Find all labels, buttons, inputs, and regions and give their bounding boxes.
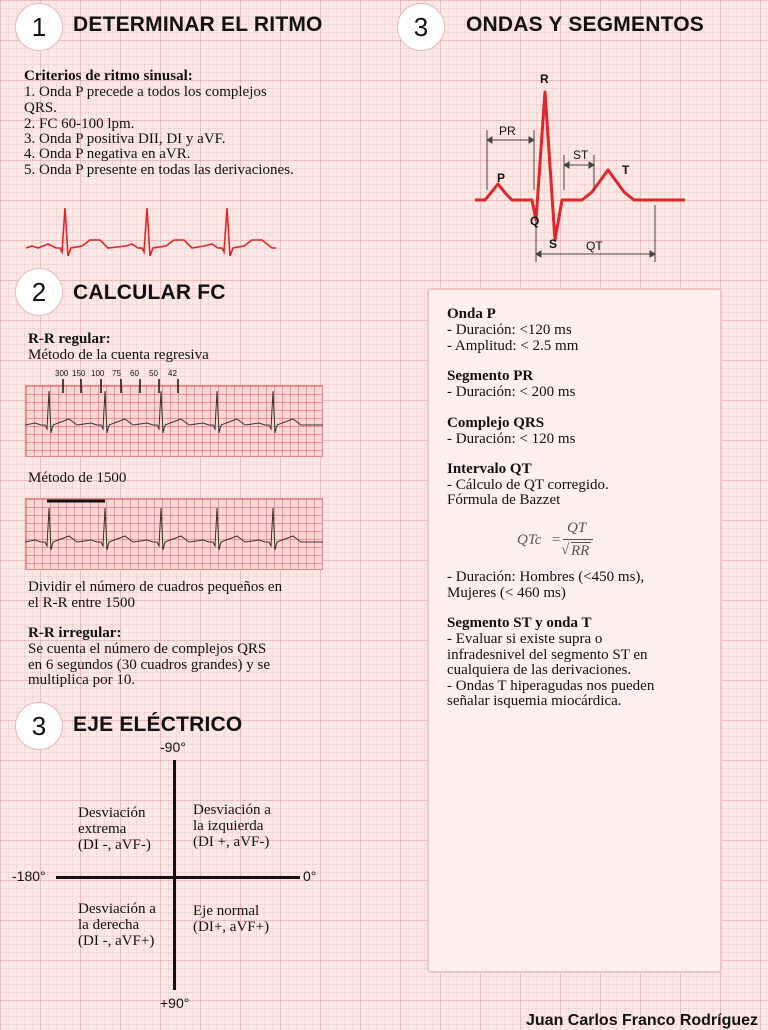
tick-label: 50 — [149, 369, 158, 378]
irregular-text: Se cuenta el número de complejos QRS — [28, 641, 267, 657]
formula-denominator: RR — [571, 543, 590, 559]
card-title-qt: Intervalo QT — [447, 461, 532, 477]
tick-label: 300 — [55, 369, 69, 378]
section-title-ritmo: DETERMINAR EL RITMO — [73, 13, 323, 36]
section-number: 1 — [15, 3, 63, 51]
wave-label-p: P — [497, 171, 506, 185]
irregular-text: en 6 segundos (30 cuadros grandes) y se — [28, 657, 271, 673]
card-line: Mujeres (< 460 ms) — [447, 585, 566, 601]
ecg-trace-1500 — [25, 496, 323, 570]
card-title-pr: Segmento PR — [447, 368, 534, 384]
card-line: - Duración: < 120 ms — [447, 431, 576, 447]
criteria-item: 1. Onda P precede a todos los complejos — [24, 84, 267, 100]
tick-label: 60 — [130, 369, 139, 378]
quadrant-text: extrema — [78, 821, 127, 837]
bazett-formula: QTc = QT √ RR — [517, 520, 637, 560]
wave-label-q: Q — [530, 214, 540, 228]
rr-irregular-label: R-R irregular: — [28, 625, 122, 641]
criteria-item: 4. Onda P negativa en aVR. — [24, 146, 191, 162]
irregular-text: multiplica por 10. — [28, 672, 136, 688]
tick-label: 100 — [91, 369, 105, 378]
criteria-title: Criterios de ritmo sinusal: — [24, 68, 193, 84]
axis-label-top: -90° — [160, 739, 186, 755]
card-line: señalar isquemia miocárdica. — [447, 693, 622, 709]
tick-label: 75 — [112, 369, 121, 378]
section-title-ondas: ONDAS Y SEGMENTOS — [466, 13, 704, 36]
method-1500-label: Método de 1500 — [28, 470, 127, 486]
criteria-item: 3. Onda P positiva DII, DI y aVF. — [24, 131, 226, 147]
tick-label: 42 — [168, 369, 177, 378]
rr-regular-label: R-R regular: — [28, 331, 111, 347]
author-signature: Juan Carlos Franco Rodríguez — [526, 1012, 759, 1029]
axis-label-left: -180° — [12, 868, 46, 884]
quadrant-text: (DI -, aVF-) — [78, 837, 151, 853]
interval-label-pr: PR — [499, 124, 516, 138]
card-line: infradesnivel del segmento ST en — [447, 647, 648, 663]
quadrant-text: la derecha — [78, 917, 140, 933]
formula-lhs: QTc — [517, 532, 542, 548]
interval-label-st: ST — [573, 148, 589, 162]
quadrant-text: (DI +, aVF-) — [193, 834, 270, 850]
reference-card — [427, 288, 722, 973]
criteria-item: QRS. — [24, 100, 57, 116]
card-line: - Ondas T hiperagudas nos pueden — [447, 678, 655, 694]
card-title-st: Segmento ST y onda T — [447, 615, 592, 631]
axis-label-right: 0° — [303, 868, 317, 884]
wave-label-r: R — [540, 72, 549, 86]
quadrant-text: Eje normal — [193, 903, 260, 919]
divide-text: el R-R entre 1500 — [28, 595, 136, 611]
card-line: - Duración: <120 ms — [447, 322, 572, 338]
criteria-item: 2. FC 60-100 lpm. — [24, 116, 135, 132]
section-title-eje: EJE ELÉCTRICO — [73, 713, 243, 736]
card-line: - Cálculo de QT corregido. — [447, 477, 609, 493]
section-number: 2 — [15, 268, 63, 316]
card-line: Fórmula de Bazzet — [447, 492, 561, 508]
criteria-item: 5. Onda P presente en todas las derivaciones. — [24, 162, 294, 178]
wave-label-s: S — [549, 237, 558, 251]
card-line: cualquiera de las derivaciones. — [447, 662, 632, 678]
axis-horizontal — [56, 876, 300, 879]
quadrant-text: Desviación a — [193, 802, 271, 818]
axis-vertical — [173, 760, 176, 990]
card-line: - Amplitud: < 2.5 mm — [447, 338, 579, 354]
axis-label-bottom: +90° — [160, 995, 190, 1011]
wave-label-t: T — [622, 163, 630, 177]
quadrant-text: Desviación — [78, 805, 146, 821]
interval-label-qt: QT — [586, 239, 603, 253]
quadrant-text: la izquierda — [193, 818, 264, 834]
card-title-qrs: Complejo QRS — [447, 415, 545, 431]
section-number: 3 — [397, 3, 445, 51]
quadrant-text: (DI -, aVF+) — [78, 933, 155, 949]
method-count-label: Método de la cuenta regresiva — [28, 347, 209, 363]
card-title-p: Onda P — [447, 306, 496, 322]
card-line: - Evaluar si existe supra o — [447, 631, 603, 647]
tick-label: 150 — [72, 369, 86, 378]
quadrant-text: Desviación a — [78, 901, 156, 917]
section-title-fc: CALCULAR FC — [73, 281, 226, 304]
ecg-waveform-diagram — [470, 70, 690, 265]
card-line: - Duración: Hombres (<450 ms), — [447, 569, 645, 585]
divide-text: Dividir el número de cuadros pequeños en — [28, 579, 283, 595]
quadrant-text: (DI+, aVF+) — [193, 919, 270, 935]
formula-numerator: QT — [567, 520, 587, 536]
section-number: 3 — [15, 702, 63, 750]
ecg-strip-sinus — [26, 200, 276, 260]
card-line: - Duración: < 200 ms — [447, 384, 576, 400]
ecg-trace-regular — [25, 379, 323, 457]
